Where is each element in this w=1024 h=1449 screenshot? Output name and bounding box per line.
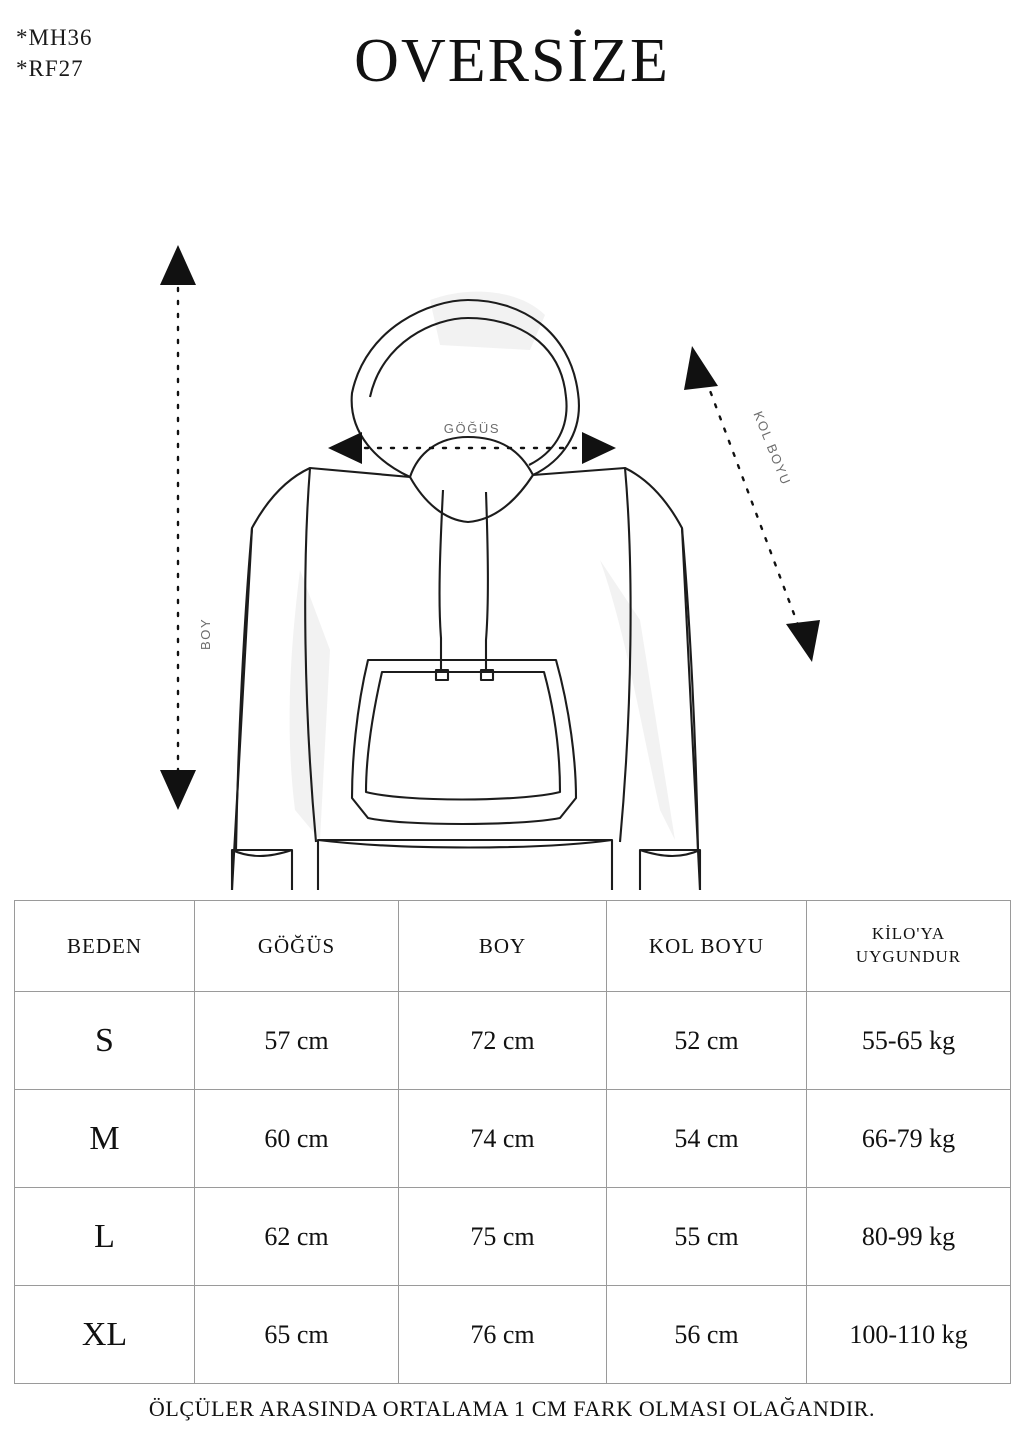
cell-boy: 76 cm <box>399 1286 607 1384</box>
cell-beden: XL <box>15 1286 195 1384</box>
cell-boy: 72 cm <box>399 992 607 1090</box>
page-title: OVERSİZE <box>354 27 670 95</box>
cell-kol: 54 cm <box>607 1090 807 1188</box>
table-row <box>15 1188 1011 1286</box>
cell-kol: 56 cm <box>607 1286 807 1384</box>
cell-kilo: 80-99 kg <box>807 1188 1011 1286</box>
cell-gogus: 65 cm <box>195 1286 399 1384</box>
cell-beden: S <box>15 992 195 1090</box>
label-boy: BOY <box>198 617 213 650</box>
size-table <box>14 900 1011 1384</box>
cell-gogus: 60 cm <box>195 1090 399 1188</box>
garment-shading <box>290 292 675 840</box>
header-boy: BOY <box>399 901 607 992</box>
cell-boy: 74 cm <box>399 1090 607 1188</box>
label-kol-boyu: KOL BOYU <box>750 408 794 488</box>
cell-boy: 75 cm <box>399 1188 607 1286</box>
cell-gogus: 57 cm <box>195 992 399 1090</box>
header-beden: BEDEN <box>15 901 195 992</box>
size-table-container <box>14 900 1010 1384</box>
header-gogus: GÖĞÜS <box>195 901 399 992</box>
garment-diagram <box>0 150 1024 890</box>
header-kilo <box>807 901 1011 992</box>
table-header-row <box>15 901 1011 992</box>
sleeve-measure <box>684 346 820 662</box>
product-code-2: *RF27 <box>16 56 84 82</box>
cell-kilo: 66-79 kg <box>807 1090 1011 1188</box>
header-kilo-line1: KİLO'YA <box>871 924 946 944</box>
table-row <box>15 1286 1011 1384</box>
header-kol-boyu: KOL BOYU <box>607 901 807 992</box>
label-gogus: GÖĞÜS <box>443 421 501 436</box>
length-measure <box>160 245 213 810</box>
product-code-1: *MH36 <box>16 25 93 50</box>
header-kilo-line2: UYGUNDUR <box>855 947 962 966</box>
cell-kilo: 55-65 kg <box>807 992 1011 1090</box>
cell-kol: 55 cm <box>607 1188 807 1286</box>
footnote: ÖLÇÜLER ARASINDA ORTALAMA 1 CM FARK OLMASI OLAĞANDIR. <box>148 1396 876 1421</box>
cell-gogus: 62 cm <box>195 1188 399 1286</box>
cell-beden: M <box>15 1090 195 1188</box>
cell-kol: 52 cm <box>607 992 807 1090</box>
table-row <box>15 1090 1011 1188</box>
table-row <box>15 992 1011 1090</box>
cell-beden: L <box>15 1188 195 1286</box>
cell-kilo: 100-110 kg <box>807 1286 1011 1384</box>
chest-measure <box>328 421 616 464</box>
